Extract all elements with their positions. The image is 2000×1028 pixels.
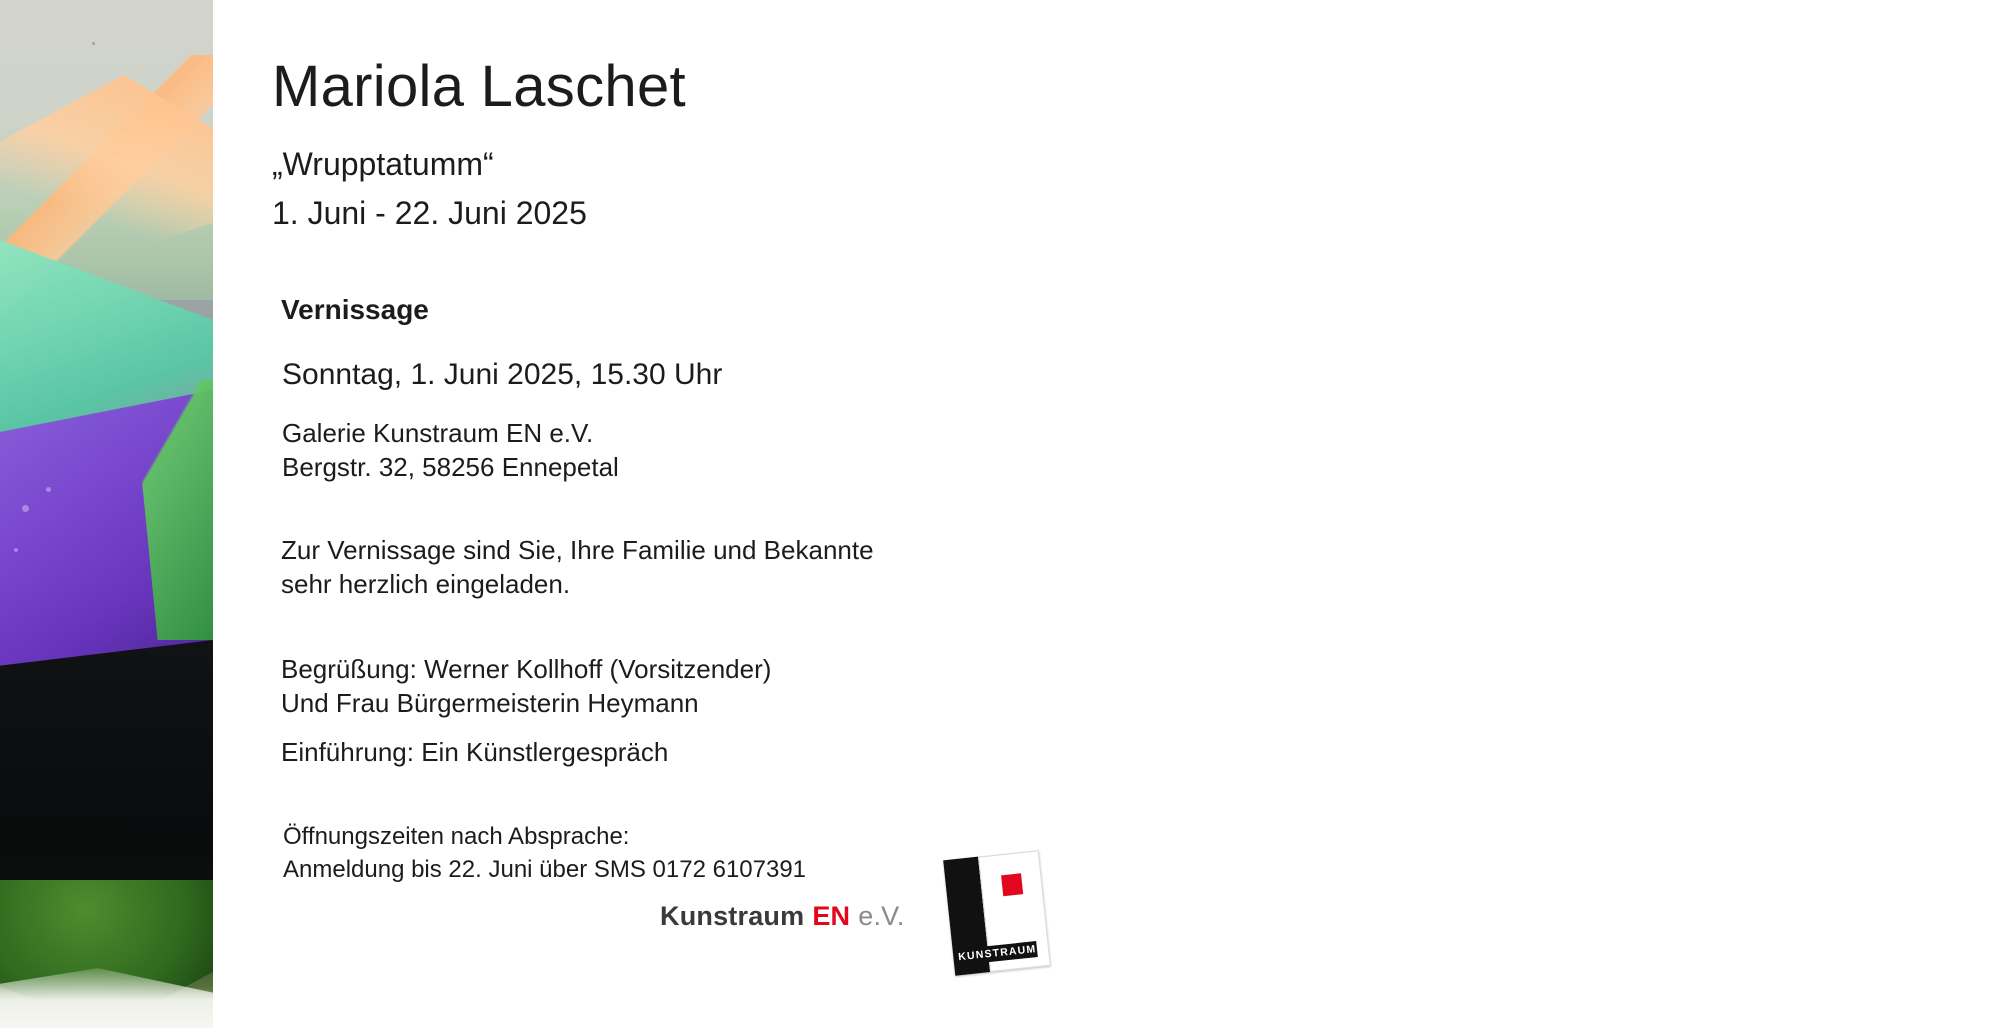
greeting-block (272, 602, 1672, 721)
exhibition-title: „Wrupptatumm“ (272, 146, 494, 182)
greeting-line-2: Und Frau Bürgermeisterin Heymann (281, 688, 699, 719)
opening-hours-line-1: Öffnungszeiten nach Absprache: (283, 822, 630, 850)
artwork-image (0, 0, 213, 1028)
logo-mark-label: KUNSTRAUM (956, 941, 1038, 965)
invitation-message-line-2: sehr herzlich eingeladen. (281, 569, 571, 600)
introduction-line: Einführung: Ein Künstlergespräch (281, 737, 669, 768)
kunstraum-logo (660, 855, 1080, 985)
logo-tile (943, 850, 1051, 975)
vernissage-heading: Vernissage (281, 294, 429, 326)
artist-name: Mariola Laschet (272, 54, 686, 119)
logo-word-kunstraum: Kunstraum (660, 901, 805, 931)
artwork-speckles (0, 0, 213, 1028)
logo-red-square (1001, 873, 1023, 896)
registration-line: Anmeldung bis 22. Juni über SMS 0172 6107391 (283, 856, 807, 884)
greeting-line-1: Begrüßung: Werner Kollhoff (Vorsitzender) (281, 653, 772, 684)
venue-block (272, 394, 1672, 485)
logo-word-ev: e.V. (858, 901, 905, 931)
vernissage-datetime: Sonntag, 1. Juni 2025, 15.30 Uhr (282, 357, 723, 391)
invitation-message (272, 485, 1672, 602)
logo-word-en: EN (812, 901, 851, 931)
logo-mark-icon (949, 855, 1045, 971)
venue-name: Galerie Kunstraum EN e.V. (282, 417, 594, 448)
logo-wordmark (660, 901, 905, 932)
exhibition-date-range: 1. Juni - 22. Juni 2025 (272, 194, 587, 231)
invitation-text-block (272, 0, 1672, 887)
invitation-message-line-1: Zur Vernissage sind Sie, Ihre Familie und Bekannte (281, 534, 874, 565)
venue-address: Bergstr. 32, 58256 Ennepetal (282, 452, 619, 483)
